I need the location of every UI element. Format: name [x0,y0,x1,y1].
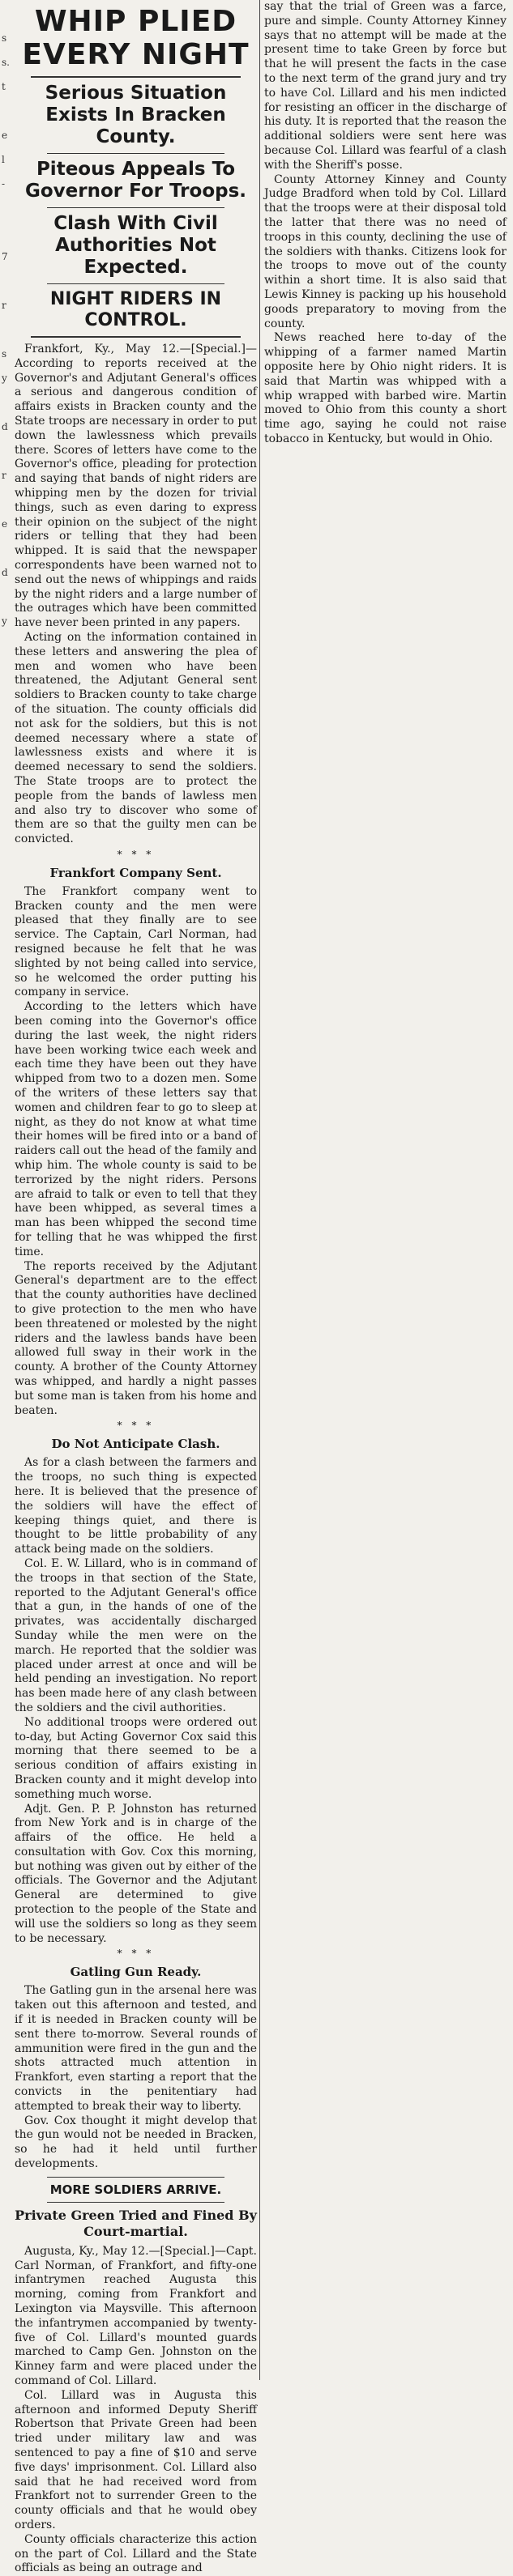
subhead-do-not-anticipate-clash: Do Not Anticipate Clash. [51,1437,220,1452]
edge-fragment: - [2,178,6,189]
edge-fragment: s [2,348,7,360]
edge-fragment: r [2,300,6,311]
paragraph: Augusta, Ky., May 12.—[Special.]—Capt. Carl Norman, of Frankfort, and fifty-one infantrymen reached Augusta this morning, coming from Frankfort and Lexington via Maysville. This afternoon the infantrymen accompanied by twenty-five of Col. Lillard's mounted guards marched to Camp Gen. Johnston on the Kinney farm and were placed under the command of Col. Lillard. [15,2244,257,2387]
divider [47,153,224,154]
paragraph: Acting on the information contained in these letters and answering the plea of men and women who have been threatened, the Adjutant General sent soldiers to Bracken county to take charge of the situation. The county officials did not ask for the soldiers, but this is not deemed necessary where a state of lawlessness exists and where it is deemed necessary to send the soldiers. The State troops are to protect the people from the bands of lawless men and also try to discover who some of them are so that the guilty men can be convicted. [15,630,257,846]
paragraph: The Gatling gun in the arsenal here was taken out this afternoon and tested, and if it is needed in Bracken county will be sent there to-morrow. Several rounds of ammunition were fired in the gun and the shots attracted much attention in Frankfort, even starting a report that the convicts in the penitentiary had attempted to break their way to liberty. [15,1984,257,2113]
subhead-frankfort-company: Frankfort Company Sent. [49,865,222,880]
paragraph: Gov. Cox thought it might develop that the gun would not be needed in Bracken, so he had it held until further developments. [15,2114,257,2171]
section-break: * * * [117,848,155,860]
paragraph: The Frankfort company went to Bracken county and the men were pleased that they finally are to see service. The Captain, Carl Norman, had resigned because he felt that he was slighted by not being called into service, so he welcomed the order putting his company in service. [15,884,257,999]
subhead-gatling-gun: Gatling Gun Ready. [70,1965,202,1980]
edge-fragment: e [2,518,8,530]
edge-fragment: s. [2,57,10,68]
edge-fragment: d [2,567,8,578]
paragraph: The reports received by the Adjutant General's department are to the effect that the county authorities have declined to give protection to the men who have been threatened or molested by the night riders and the lawless bands have been allowed full sway in their work in the county. A brother of the County Attorney was whipped, and hardly a night passes but some man is taken from his home and beaten. [15,1259,257,1417]
divider [47,2202,224,2203]
paragraph: Adjt. Gen. P. P. Johnston has returned from New York and is in charge of the affairs of the office. He held a consultation with Gov. Cox this morning, but nothing was given out by either of the officials. The Governor and the Adjutant General are determined to give protection to the people of the State and will use the soldiers so long as they seem to be necessary. [15,1802,257,1945]
paragraph: According to the letters which have been coming into the Governor's office during the last week, the night riders have been working twice each week and each time they have been out they have whipped from two to a dozen men. Some of the writers of these letters say that women and children fear to go to sleep at night, as they do not know at what time their homes will be fired into or a band of raiders call out the head of the family and whip him. The whole county is said to be terrorized by the night riders. Persons are afraid to talk or even to tell that they have been whipped, as several times a man has been whipped the second time for telling that he was whipped the first time. [15,1000,257,1258]
deck-2: Piteous Appeals To Governor For Troops. [24,159,247,202]
edge-fragment: e [2,130,8,141]
article-left-column [15,0,257,2576]
edge-fragment: t [2,81,6,92]
deck-1: Serious Situation Exists In Bracken County. [45,83,227,147]
edge-fragment: s [2,32,7,44]
more-soldiers-subhead: Private Green Tried and Fined By Court-martial. [15,2207,257,2239]
edge-fragment: l [2,154,5,165]
paragraph: No additional troops were ordered out to-day, but Acting Governor Cox said this morning that there seemed to be a serious condition of affairs existing in Bracken county and it might develop into something much worse. [15,1715,257,1801]
article-right-column [264,0,507,447]
more-soldiers-head: MORE SOLDIERS ARRIVE. [49,2182,222,2197]
deck-4: NIGHT RIDERS IN CONTROL. [49,289,222,330]
divider [47,207,224,208]
paragraph: Col. Lillard was in Augusta this afternoon and informed Deputy Sheriff Robertson that Private Green had been tried under military law and was sentenced to pay a fine of $10 and serve five days' imprisonment. Col. Lillard also said that he had received word from Frankfort not to surrender Green to the county officials and that he would obey orders. [15,2388,257,2531]
section-break: * * * [117,1948,155,1960]
paragraph: County Attorney Kinney and County Judge Bradford when told by Col. Lillard that the troops were at their disposal told the latter that there was no need of troops in this county, declining the use of the soldiers with thanks. Citizens look for the troops to move out of the county within a short time. It is also said that Lewis Kinney is packing up his household goods preparatory to moving from the county. [264,172,507,330]
edge-fragment: d [2,421,8,432]
paragraph: As for a clash between the farmers and the troops, no such thing is expected here. It is believed that the presence of the soldiers will have the effect of keeping things quiet, and there is thought to be little probability of any attack being made on the soldiers. [15,1456,257,1556]
edge-fragment: r [2,470,6,481]
paragraph: Frankfort, Ky., May 12.—[Special.]—According to reports received at the Governor's and Adjutant General's offices a serious and dangerous condition of affairs exists in Bracken county and the State troops are necessary in order to put down the lawlessness which prevails there. Scores of letters have come to the Governor's office, pleading for protection and saying that bands of night riders are whipping men by the dozen for trivial things, such as even daring to express their opinion on the subject of the night riders or telling that they had been whipped. It is said that the newspaper correspondents have been warned not to send out the news of whippings and raids by the night riders and a large number of the outrages which have been committed have never been printed in any papers. [15,343,257,630]
paragraph: say that the trial of Green was a farce, pure and simple. County Attorney Kinney says that no attempt will be made at the present time to take Green by force but that he will present the facts in the case to the next term of the grand jury and try to have Col. Lillard and his men indicted for resisting an officer in the discharge of his duty. It is reported that the reason the additional soldiers were sent here was because Col. Lillard was fearful of a clash with the Sheriff's posse. [264,0,507,172]
adjacent-column-fragment [0,0,13,2380]
section-break: * * * [117,1420,155,1432]
edge-fragment: 7 [2,251,8,262]
deck-3: Clash With Civil Authorities Not Expected. [53,213,218,278]
divider [47,283,224,284]
paragraph: News reached here to-day of the whipping of a farmer named Martin opposite here by Ohio night riders. It is said that Martin was whipped with a whip wrapped with barbed wire. Martin moved to Ohio from this county a short time ago, saying he could not raise tobacco in Kentucky, but would in Ohio. [264,331,507,445]
headline: WHIP PLIED EVERY NIGHT [22,5,250,71]
divider [31,76,241,78]
paragraph: County officials characterize this action on the part of Col. Lillard and the State officials as being an outrage and [15,2532,257,2575]
edge-fragment: y [2,615,7,627]
divider [47,2177,224,2178]
divider [31,336,241,338]
edge-fragment: y [2,373,7,384]
paragraph: Col. E. W. Lillard, who is in command of the troops in that section of the State, reported to the Adjutant General's office that a gun, in the hands of one of the privates, was accidentally discharged Sunday while the men were on the march. He reported that the soldier was placed under arrest at once and will be held pending an investigation. No report has been made here of any clash between the soldiers and the civil authorities. [15,1556,257,1714]
column-rule [259,0,260,2380]
